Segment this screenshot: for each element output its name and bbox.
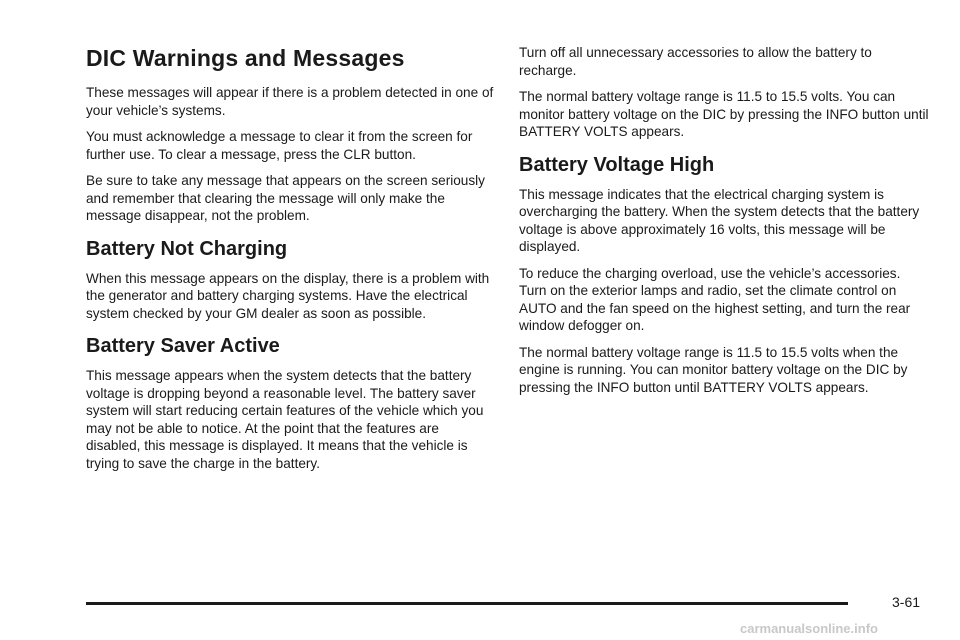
continued-paragraph: The normal battery voltage range is 11.5 to 15.5 volts. You can monitor battery voltage on the DIC by pressing the INFO button until BATTERY VOLTS appears. <box>519 89 929 139</box>
section-paragraph: To reduce the charging overload, use the vehicle’s accessories. Turn on the exterior lamps and radio, set the climate control on AUTO and the fan speed on the highest setting, and turn the rear window defogger on. <box>519 265 911 333</box>
right-column <box>519 44 929 405</box>
left-column <box>86 44 496 481</box>
intro-paragraph: Be sure to take any message that appears on the screen seriously and remember that clearing the message will only make the message disappear, not the problem. <box>86 173 485 223</box>
continued-paragraph: Turn off all unnecessary accessories to allow the battery to recharge. <box>519 45 872 78</box>
page-number: 3-61 <box>892 594 921 610</box>
section-paragraph: This message appears when the system detects that the battery voltage is dropping beyond a reasonable level. The battery saver system will start reducing certain features of the vehicle which you may not be able to notice. At the point that the features are disabled, this message is displayed. It means that the vehicle is trying to save the charge in the battery. <box>86 368 484 471</box>
section-paragraph: The normal battery voltage range is 11.5 to 15.5 volts when the engine is running. You can monitor battery voltage on the DIC by pressing the INFO button until BATTERY VOLTS appears. <box>519 344 908 395</box>
section-paragraph: This message indicates that the electrical charging system is overcharging the battery. When the system detects that the battery voltage is above approximately 16 volts, this message will be displayed. <box>519 186 920 254</box>
watermark: carmanualsonline.info <box>740 621 878 636</box>
section-heading-battery-saver-active: Battery Saver Active <box>86 335 280 357</box>
section-heading-battery-not-charging: Battery Not Charging <box>86 237 288 260</box>
page-title: DIC Warnings and Messages <box>86 45 405 71</box>
intro-paragraph: These messages will appear if there is a problem detected in one of your vehicle’s systems. <box>86 85 494 118</box>
intro-paragraph: You must acknowledge a message to clear it from the screen for further use. To clear a message, press the CLR button. <box>86 129 473 162</box>
section-paragraph: When this message appears on the display, there is a problem with the generator and battery charging systems. Have the electrical system checked by your GM dealer as soon as possible. <box>86 270 490 321</box>
section-heading-battery-voltage-high: Battery Voltage High <box>519 153 715 176</box>
footer-rule <box>86 602 848 605</box>
